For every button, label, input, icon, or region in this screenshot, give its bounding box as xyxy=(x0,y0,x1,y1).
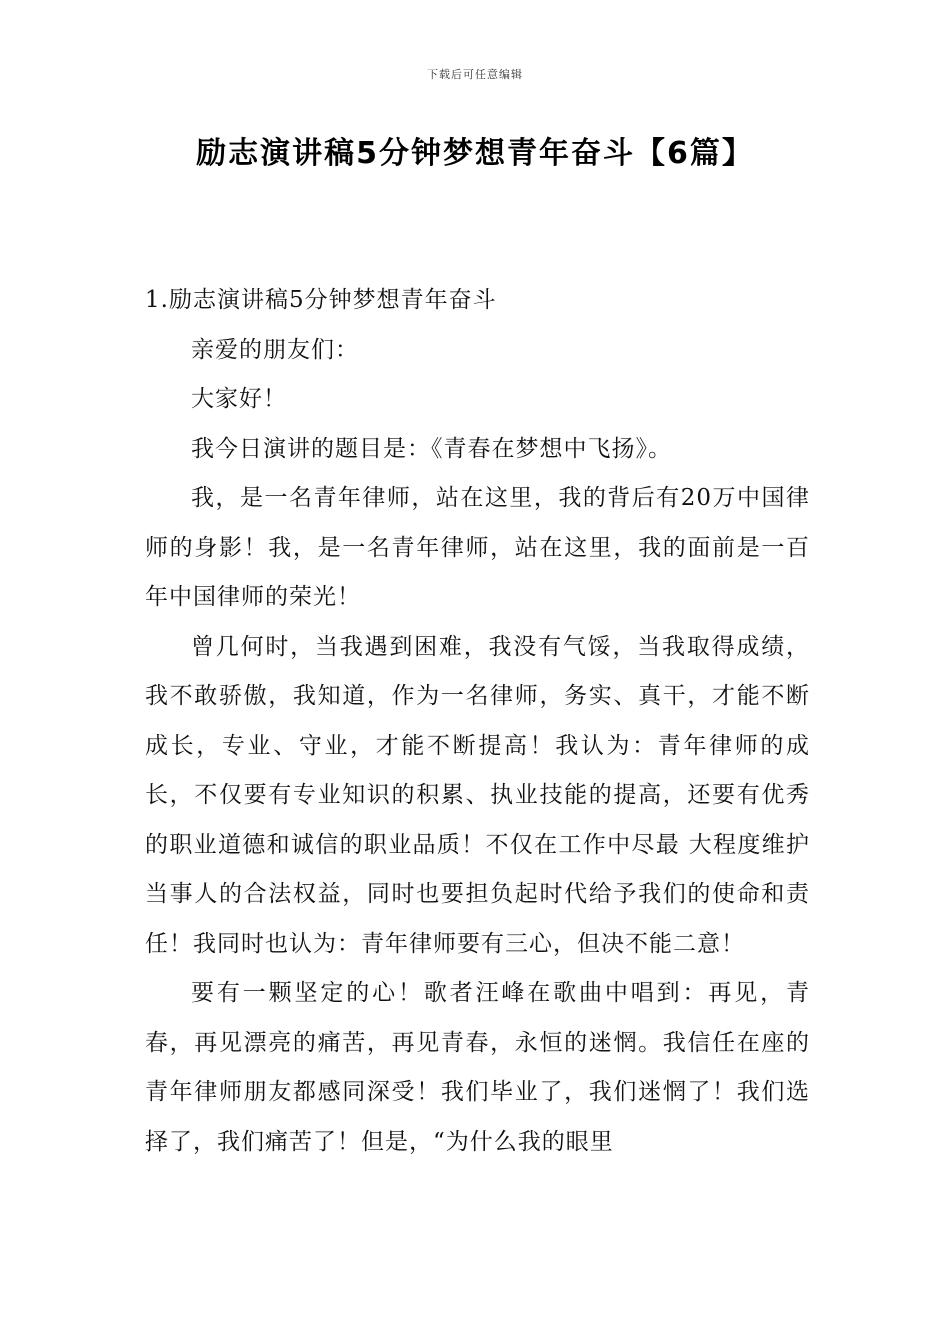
document-title: 励志演讲稿5分钟梦想青年奋斗【6篇】 xyxy=(196,136,754,171)
paragraph-greeting: 亲爱的朋友们： xyxy=(191,336,359,363)
paragraph-intro: 我，是一名青年律师，站在这里，我的背后有20万中国律师的身影！我，是一名青年律师，站在这里，我的面前是一百年中国律师的荣光！ xyxy=(145,485,810,610)
header-note: 下载后可任意编辑 xyxy=(427,68,523,81)
document-body xyxy=(145,276,810,1167)
paragraph-topic: 我今日演讲的题目是：《青春在梦想中飞扬》。 xyxy=(191,435,672,462)
paragraph-hello: 大家好！ xyxy=(191,386,287,412)
paragraph-growth: 曾几何时，当我遇到困难，我没有气馁，当我取得成绩，我不敢骄傲，我知道，作为一名律师，务实、真干，才能不断成长，专业、守业，才能不断提高！我认为：青年律师的成长，不仅要有专业知识的积累、执业技能的提高，还要有优秀的职业道德和诚信的职业品质！不仅在工作中尽最 大程度维护当事人的合法权益，同时也要担负起时代给予我们的使命和责任！我同时也认为：青年律师要有三心，但决不能二意！ xyxy=(145,633,810,957)
section-heading: 1.励志演讲稿5分钟梦想青年奋斗 xyxy=(145,287,497,313)
paragraph-firm-heart: 要有一颗坚定的心！歌者汪峰在歌曲中唱到：再见，青春，再见漂亮的痛苦，再见青春，永恒的迷惘。我信任在座的青年律师朋友都感同深受！我们毕业了，我们迷惘了！我们选择了，我们痛苦了！但是，“为什么我的眼里 xyxy=(145,980,810,1155)
